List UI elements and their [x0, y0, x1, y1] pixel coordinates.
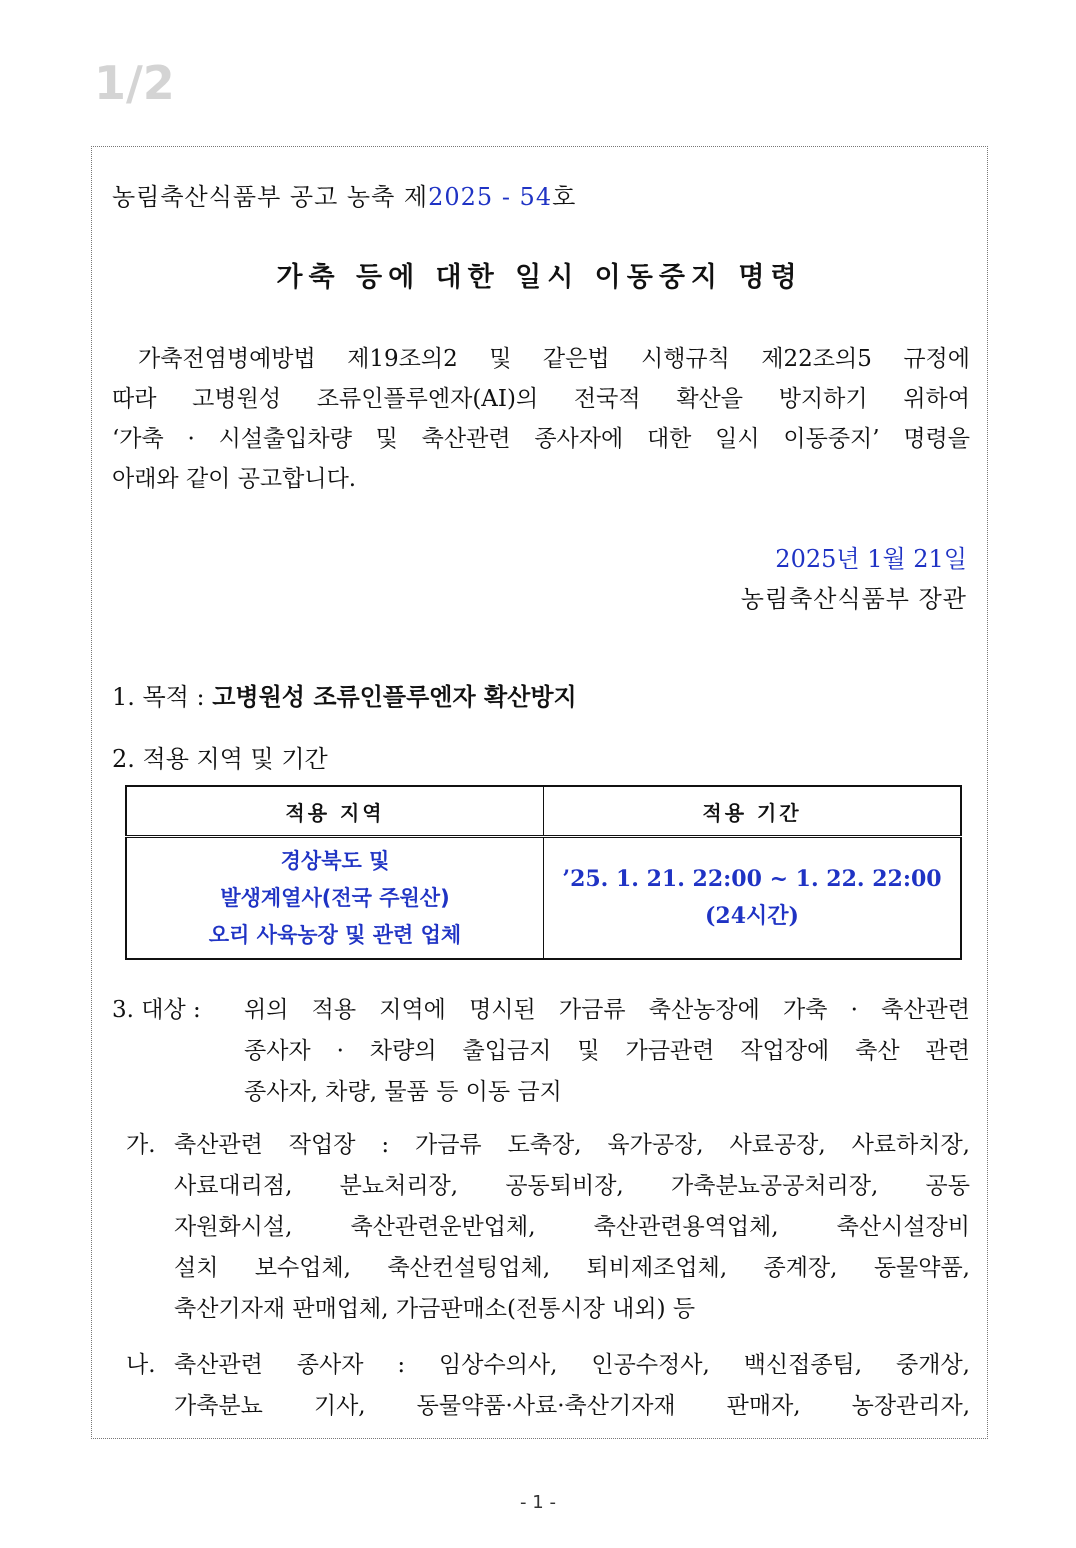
sub-line: 사료대리점, 분뇨처리장, 공동퇴비장, 가축분뇨공공처리장, 공동 [174, 1173, 970, 1199]
body-line: 아래와 같이 공고합니다. [112, 466, 357, 492]
document-title: 가축 등에 대한 일시 이동중지 명령 [276, 262, 803, 293]
sub-marker-na: 나. [126, 1352, 156, 1378]
region-line: 발생계열사(전국 주원산) [220, 885, 450, 910]
sub-item-ga [126, 1125, 970, 1330]
target-line: 종사자 · 차량의 출입금지 및 가금관련 작업장에 축산 관련 [244, 1038, 970, 1064]
sub-line: 축산관련 작업장 : 가금류 도축장, 육가공장, 사료공장, 사료하치장, [174, 1132, 970, 1158]
notice-date: 2025년 1월 21일 [775, 545, 967, 573]
page-number: - 1 - [520, 1492, 556, 1513]
notice-suffix: 호 [552, 183, 577, 211]
body-line: ‘가축 · 시설출입차량 및 축산관련 종사자에 대한 일시 이동중지’ 명령을 [112, 426, 970, 452]
period-line: ’25. 1. 21. 22:00 ~ 1. 22. 22:00 [562, 866, 942, 892]
header-region: 적용 지역 [126, 786, 544, 837]
sub-line: 축산관련 종사자 : 임상수의사, 인공수정사, 백신접종팀, 중개상, [174, 1352, 970, 1378]
body-line: 가축전염병예방법 제19조의2 및 같은법 시행규칙 제22조의5 규정에 [138, 346, 970, 372]
notice-number [112, 177, 576, 212]
region-line: 오리 사육농장 및 관련 업체 [208, 922, 462, 947]
region-cell [126, 837, 544, 960]
item-area-period: 2. 적용 지역 및 기간 [112, 745, 328, 773]
body-line: 따라 고병원성 조류인플루엔자(AI)의 전국적 확산을 방지하기 위하여 [112, 386, 970, 412]
period-line: (24시간) [705, 903, 799, 929]
body-paragraph [112, 339, 970, 499]
item-purpose-value: 고병원성 조류인플루엔자 확산방지 [212, 683, 577, 711]
header-period: 적용 기간 [544, 786, 962, 837]
region-line: 경상북도 및 [280, 848, 390, 873]
item-target [112, 990, 970, 1113]
table-row [126, 837, 961, 960]
item-purpose [112, 677, 577, 712]
item-target-label: 3. 대상 : [112, 997, 201, 1023]
page-indicator: 1/2 [94, 56, 175, 110]
sub-item-na [126, 1345, 970, 1427]
notice-prefix: 농림축산식품부 공고 농축 제 [112, 183, 429, 211]
sub-line: 가축분뇨 기사, 동물약품·사료·축산기자재 판매자, 농장관리자, [174, 1393, 970, 1419]
notice-number-value: 2025 - 54 [428, 183, 553, 211]
sub-line: 축산기자재 판매업체, 가금판매소(전통시장 내외) 등 [174, 1296, 696, 1322]
item-purpose-label: 1. 목적 : [112, 683, 213, 711]
target-line: 위의 적용 지역에 명시된 가금류 축산농장에 가축 · 축산관련 [244, 997, 970, 1023]
document-frame [91, 146, 988, 1439]
signer: 농림축산식품부 장관 [740, 585, 967, 613]
table-header-row [126, 786, 961, 837]
period-cell [544, 837, 962, 960]
sub-marker-ga: 가. [126, 1132, 156, 1158]
sub-line: 자원화시설, 축산관련운반업체, 축산관련용역업체, 축산시설장비 [174, 1214, 970, 1240]
area-period-table [125, 785, 962, 960]
target-line: 종사자, 차량, 물품 등 이동 금지 [244, 1079, 562, 1105]
sub-line: 설치 보수업체, 축산컨설팅업체, 퇴비제조업체, 종계장, 동물약품, [174, 1255, 970, 1281]
